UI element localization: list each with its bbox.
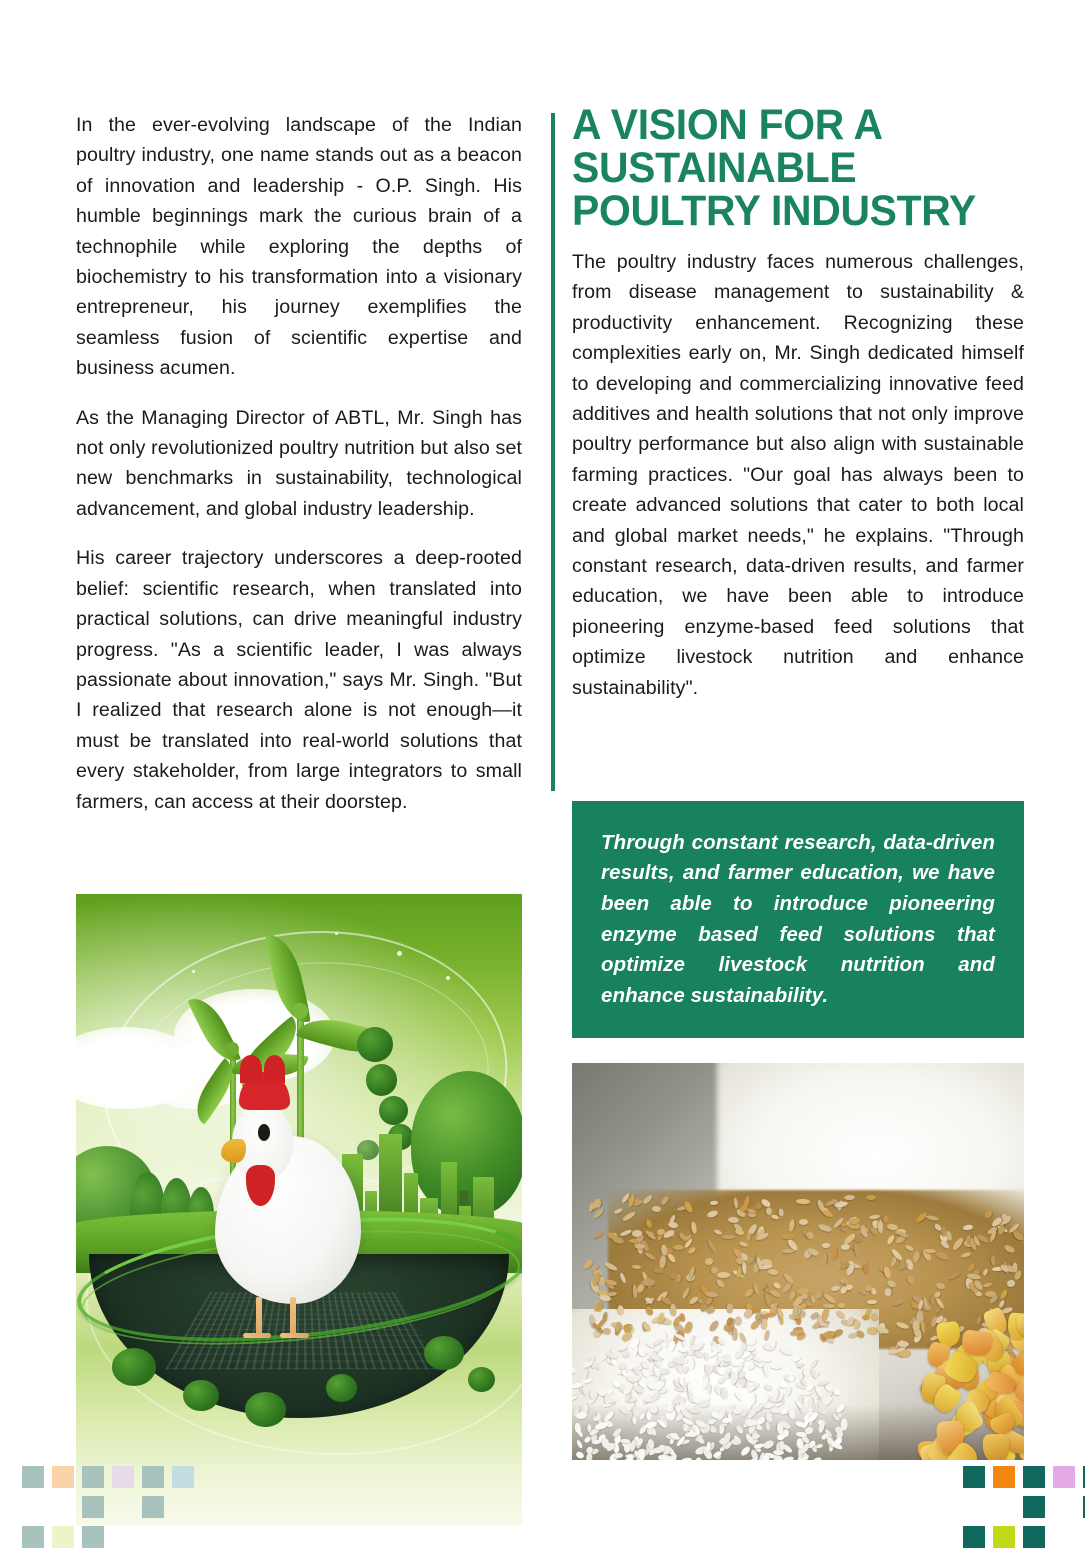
rice-grain xyxy=(807,1395,813,1408)
under-globe-bush-3 xyxy=(245,1392,285,1427)
chicken-beak xyxy=(221,1139,246,1163)
wheat-grain xyxy=(822,1243,830,1248)
decor-square xyxy=(112,1466,134,1488)
grain-feed-photo xyxy=(572,1063,1024,1460)
sustainable-poultry-globe-illustration xyxy=(76,894,522,1525)
rice-grain xyxy=(620,1438,630,1443)
right-paragraph-1: The poultry industry faces numerous challenges, from disease management to sustainability & productivity enhancement. Recognizing these complexities early on, Mr. Singh dedicated himself to developing and commercializing innovative feed additives and health solutions that not only improve poultry performance but also align with sustainable farming practices. "Our goal has always been to create advanced solutions that cater to both local and global market needs," he explains. "Through constant research, data-driven results, and farmer education, we have been able to introduce pioneering enzyme-based feed solutions that optimize livestock nutrition and enhance sustainability". xyxy=(572,251,1024,699)
wheat-grain xyxy=(885,1288,892,1296)
wheat-grain xyxy=(781,1234,795,1239)
decor-square xyxy=(82,1526,104,1548)
chicken-leg-right xyxy=(290,1297,296,1338)
floating-bush-1 xyxy=(357,1027,393,1062)
chicken-comb xyxy=(239,1072,290,1110)
sparkle-4 xyxy=(192,970,195,973)
decor-square xyxy=(1053,1466,1075,1488)
wheat-grain xyxy=(673,1245,684,1250)
under-globe-bush-5 xyxy=(424,1336,464,1371)
chicken-foot-right xyxy=(280,1333,309,1338)
wheat-grain xyxy=(899,1349,911,1357)
chicken-leg-left xyxy=(256,1297,262,1338)
right-text-column xyxy=(572,101,1024,703)
chicken-illustration xyxy=(205,1064,374,1304)
decor-square xyxy=(1023,1466,1045,1488)
decor-square xyxy=(82,1466,104,1488)
pull-quote-box xyxy=(572,801,1024,1038)
decor-square xyxy=(22,1526,44,1548)
rice-grain xyxy=(603,1393,610,1404)
column-divider xyxy=(551,113,555,791)
under-globe-bush-2 xyxy=(183,1380,219,1412)
decor-square xyxy=(52,1466,74,1488)
sparkle-3 xyxy=(335,932,338,935)
decor-square xyxy=(963,1466,985,1488)
chicken-eye xyxy=(258,1124,270,1141)
wheat-grain xyxy=(642,1279,655,1286)
decor-square xyxy=(993,1526,1015,1548)
pull-quote-text: Through constant research, data-driven results, and farmer education, we have been able to introduce pioneering enzyme based feed solutions that optimize livestock nutrition and enhance sustainability. xyxy=(601,830,995,1007)
rice-grain xyxy=(614,1453,623,1458)
rice-grain xyxy=(675,1404,680,1412)
decor-square xyxy=(142,1466,164,1488)
under-globe-bush-4 xyxy=(326,1374,357,1402)
decor-square xyxy=(82,1496,104,1518)
wheat-grain xyxy=(925,1248,936,1253)
turbine-hub-center xyxy=(292,1003,308,1019)
rice-grain xyxy=(779,1381,787,1388)
wheat-grain xyxy=(866,1195,876,1200)
decor-square xyxy=(993,1466,1015,1488)
decor-square xyxy=(963,1526,985,1548)
decor-square xyxy=(1023,1526,1045,1548)
decor-square xyxy=(52,1526,74,1548)
wheat-grain xyxy=(635,1244,645,1249)
under-globe-bush-1 xyxy=(112,1348,157,1386)
wheat-grain xyxy=(796,1199,810,1204)
sparkle-1 xyxy=(397,951,402,956)
turbine-hub-left xyxy=(226,1042,239,1056)
decor-square xyxy=(1023,1496,1045,1518)
left-paragraph-2: As the Managing Director of ABTL, Mr. Singh has not only revolutionized poultry nutrition but also set new benchmarks in sustainability, technological advancement, and global industry leadership. xyxy=(76,406,522,520)
rice-grain xyxy=(587,1424,591,1432)
rice-grain xyxy=(779,1440,784,1450)
rice-grain xyxy=(638,1449,645,1460)
decor-square xyxy=(142,1496,164,1518)
left-paragraph-3: His career trajectory underscores a deep-rooted belief: scientific research, when translated into practical solutions, can drive meaningful industry progress. "As a scientific leader, I was always passionate about innovation," says Mr. Singh. "But I realized that research alone is not enough—it must be translated into real-world solutions that every stakeholder, from large integrators to small farmers, can access at their doorstep. xyxy=(76,547,522,813)
corn-kernel xyxy=(982,1433,1009,1460)
wheat-grain xyxy=(882,1215,889,1223)
wheat-grain xyxy=(765,1206,772,1214)
left-paragraph-1: In the ever-evolving landscape of the Indian poultry industry, one name stands out as a beacon of innovation and leadership - O.P. Singh. His humble beginnings mark the curious brain of a technophile while exploring the depths of biochemistry to his transformation into a visionary entrepreneur, his journey exemplifies the seamless fusion of scientific expertise and business acumen. xyxy=(76,114,522,380)
chicken-foot-left xyxy=(243,1333,272,1338)
wheat-grain xyxy=(941,1226,946,1236)
wheat-grain xyxy=(632,1264,641,1268)
decor-square xyxy=(172,1466,194,1488)
decor-square xyxy=(22,1466,44,1488)
footer-decor-left xyxy=(22,1466,132,1536)
wheat-grain xyxy=(652,1206,662,1213)
left-text-column xyxy=(76,110,522,817)
wheat-grain xyxy=(822,1303,834,1307)
rice-grain xyxy=(762,1455,769,1460)
wheat-grain xyxy=(822,1253,826,1265)
footer-decor-right xyxy=(963,1466,1073,1536)
wheat-grain xyxy=(726,1303,733,1313)
section-heading: A VISION FOR A SUSTAINABLE POULTRY INDUSTRY xyxy=(572,101,976,235)
rice-grain xyxy=(745,1418,758,1425)
